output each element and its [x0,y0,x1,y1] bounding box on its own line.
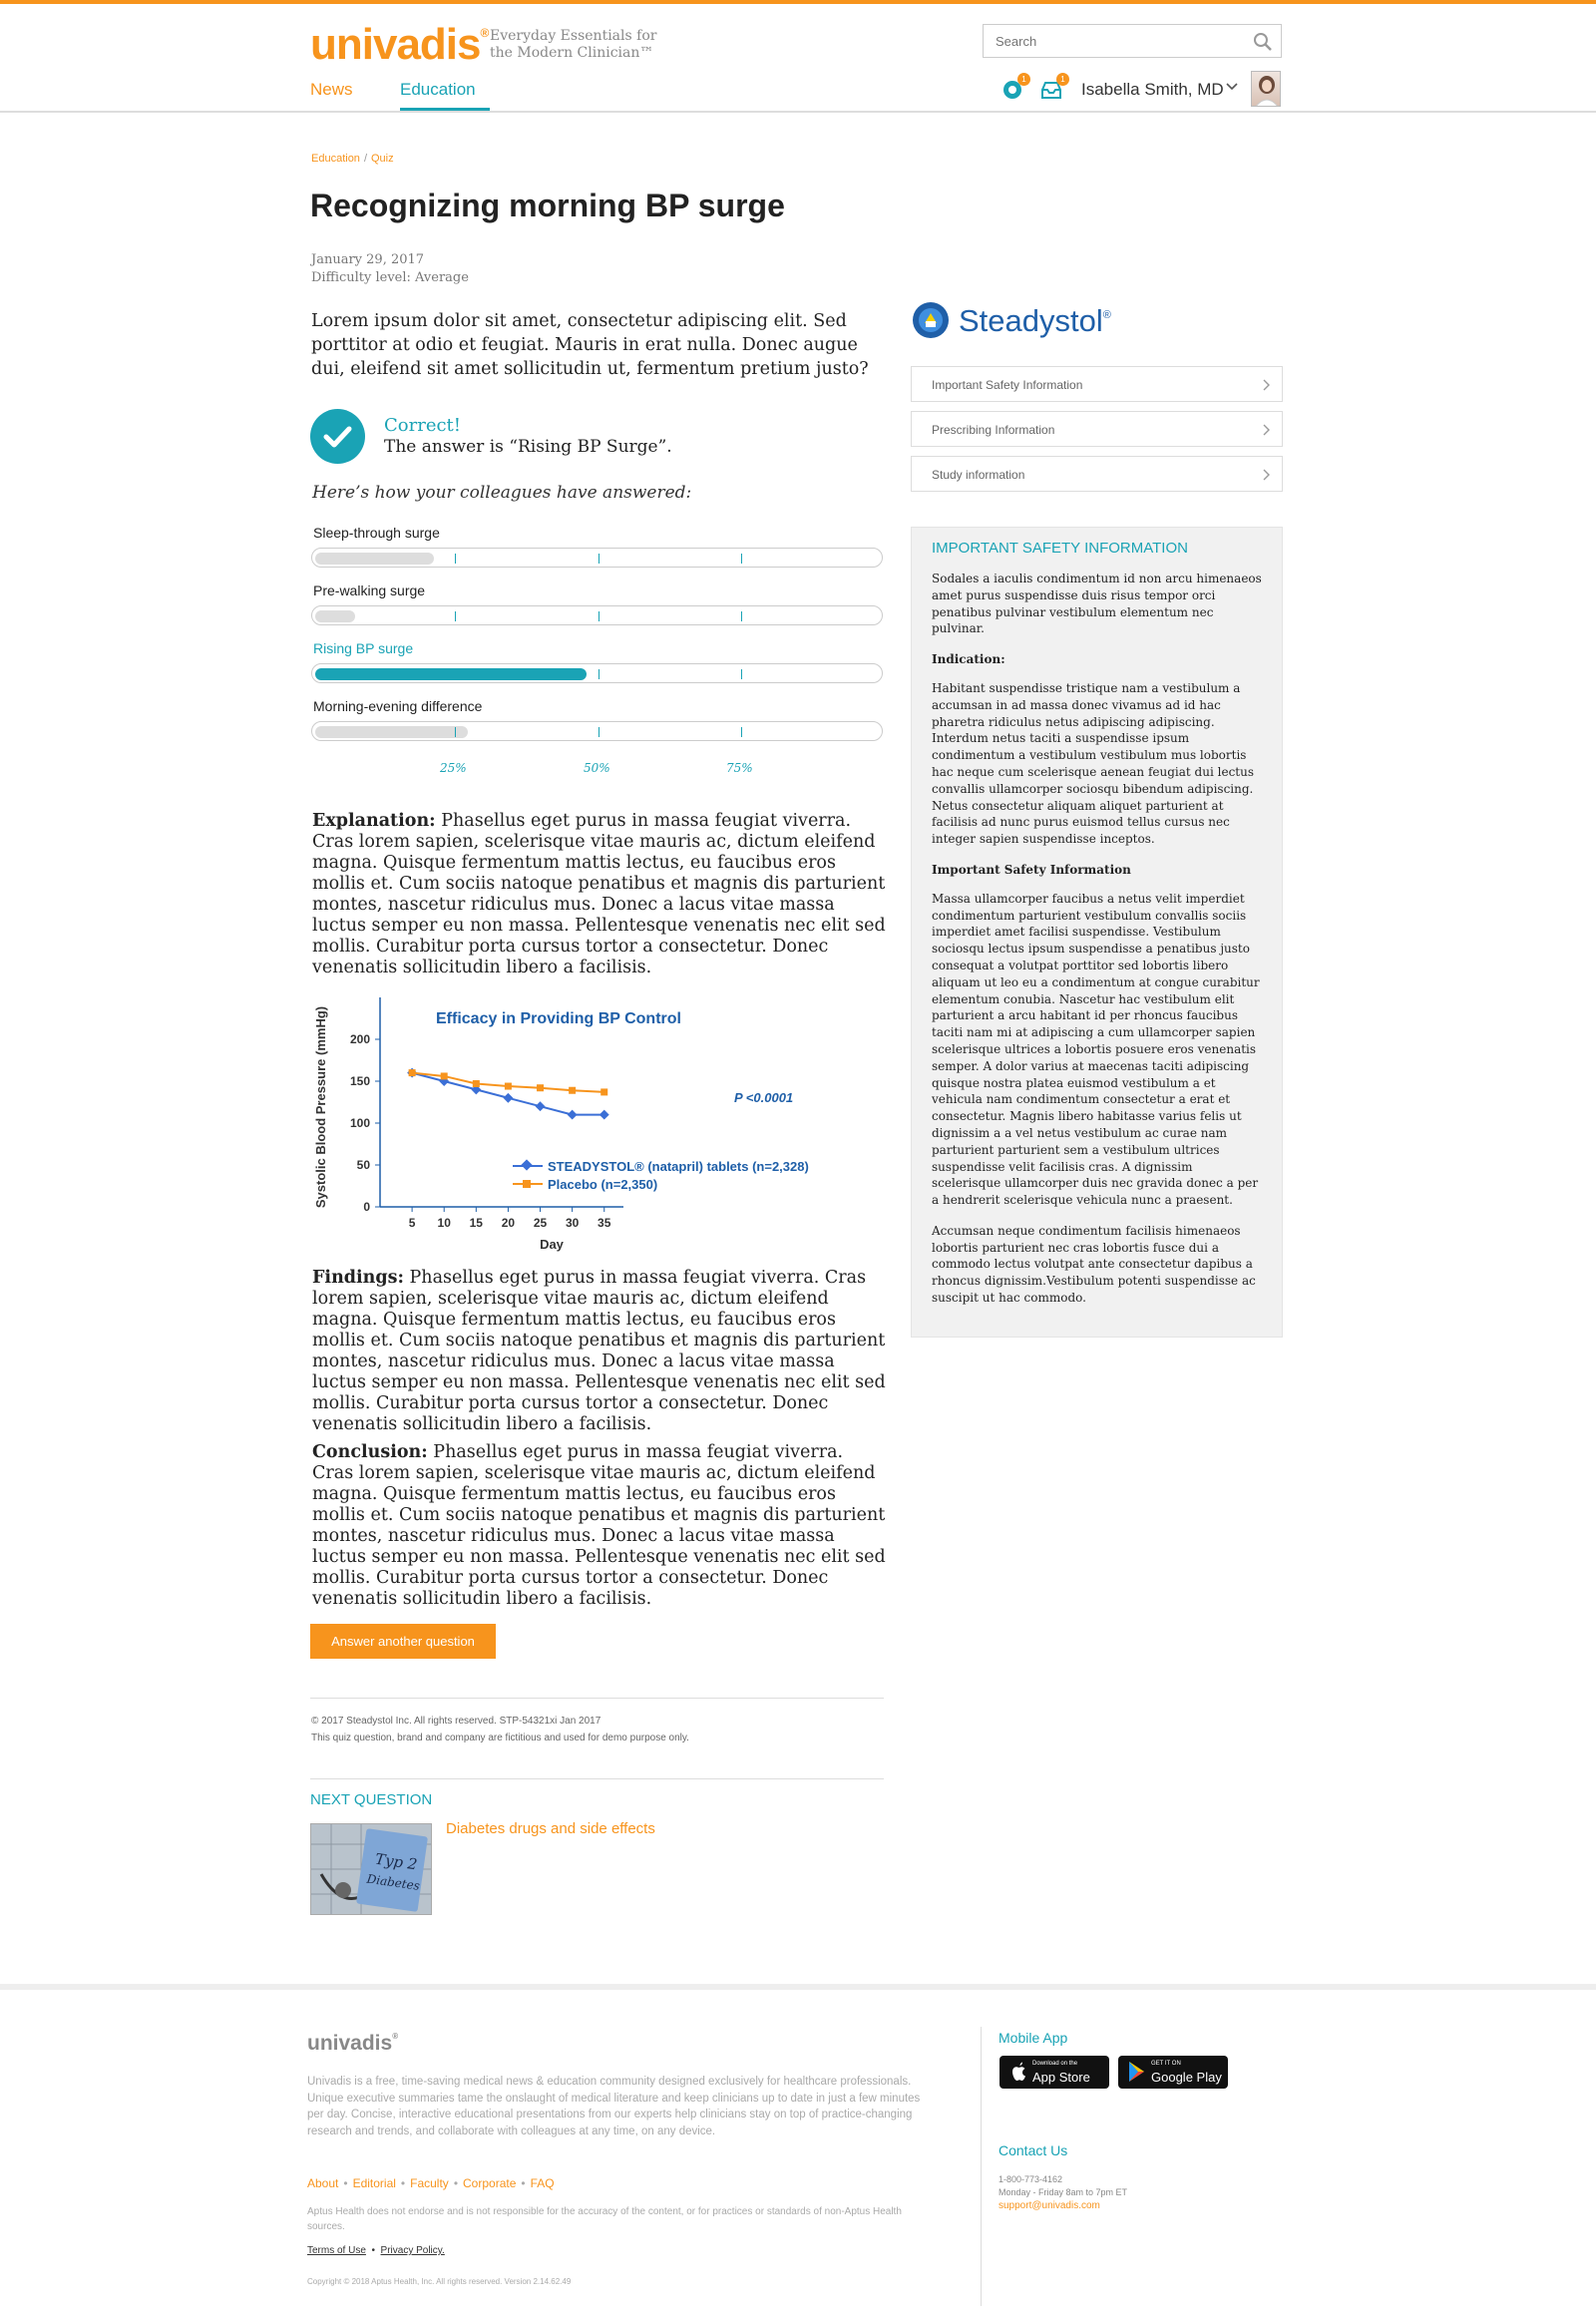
poll-tick [598,669,599,679]
footer-link-faq[interactable]: FAQ [530,2176,555,2190]
findings [312,1268,886,1435]
poll-option-label: Morning-evening difference [313,698,483,714]
poll-option-label: Pre-walking surge [313,582,426,598]
difficulty-level: Difficulty level: Average [311,270,469,285]
poll-tick [455,554,456,564]
x-tick-label: 15 [469,1216,483,1230]
notification-badge: 1 [1056,73,1069,86]
chart-xlabel: Day [540,1237,564,1252]
result-title: Correct! [384,415,462,436]
footer-link-corporate[interactable]: Corporate [463,2176,517,2190]
x-tick-label: 5 [408,1216,416,1230]
placebo-data-point [505,1083,512,1090]
study-information-link[interactable] [911,456,1283,492]
poll-tick [741,727,742,737]
footer-link-faculty[interactable]: Faculty [410,2176,449,2190]
conclusion-text: Phasellus eget purus in massa feugiat viverra. Cras lorem sapien, scelerisque vitae mauris ac, dictum eleifend magna. Quisque fermentum mattis lectus, eu faucibus eros mollis et. Cum sociis natoque penatibus et magnis dis parturient montes, nascetur ridiculus mus. Donec a lacus vitae massa luctus semper eu non massa. Pellentesque venenatis nec elit sed mollis. Curabitur porta cursus tortor a consectetur. Donec venenatis sollicitudin libero a facilisis. [312,1442,886,1609]
nav-active-indicator [400,108,490,111]
findings-text: Phasellus eget purus in massa feugiat viverra. Cras lorem sapien, scelerisque vitae mauris ac, dictum eleifend magna. Quisque fermentum mattis lectus, eu faucibus eros mollis et. Cum sociis natoque penatibus et magnis dis parturient montes, nascetur ridiculus mus. Donec a lacus vitae massa luctus semper eu non massa. Pellentesque venenatis nec elit sed mollis. Curabitur porta cursus tortor a consectetur. Donec venenatis sollicitudin libero a facilisis. [312,1268,886,1434]
thumb-text-2: Diabetes [365,1871,421,1893]
prescribing-information-link[interactable] [911,411,1283,447]
site-header [0,4,1596,113]
footer-link-editorial[interactable]: Editorial [352,2176,396,2190]
side-link-label: Study information [932,468,1025,482]
next-question-heading: NEXT QUESTION [310,1791,433,1808]
poll-tick [741,554,742,564]
y-tick-label: 0 [363,1200,370,1214]
safety-information-panel[interactable] [911,527,1283,1338]
isi-paragraph: Habitant suspendisse tristique nam a vestibulum a accumsan in ad massa donec vivamus ad id hac pharetra ridiculus netus adipiscing adipiscing. Interdum netus taciti a suspendisse ipsum condimentum a vestibulum vestibulum mus lobortis hac neque cum scelerisque aenean feugiat dui lectus convallis ullamcorper sociosqu bibendum adipiscing. Netus consectetur aliquam aliquet parturient at facilisis ad nunc purus euismod tellus cursus nec integer sapien suspendisse inceptos. [932,680,1254,847]
article-meta [311,251,469,287]
y-tick-label: 50 [356,1158,370,1172]
terms-of-use-link[interactable]: Terms of Use [307,2245,366,2256]
breadcrumb-separator: / [363,153,367,165]
placebo-data-point [409,1069,416,1076]
chevron-right-icon [1262,424,1272,436]
chevron-down-icon[interactable] [1225,82,1239,92]
x-tick-label: 10 [437,1216,451,1230]
phone-number: 1-800-773-4162 [998,2174,1063,2184]
chevron-right-icon [1262,469,1272,481]
user-avatar-icon [1252,72,1281,107]
steadystol-logo-icon [912,301,950,339]
colleagues-heading: Here’s how your colleagues have answered: [312,483,692,503]
poll-tick [455,611,456,621]
privacy-policy-link[interactable]: Privacy Policy. [380,2245,445,2256]
contact-heading: Contact Us [998,2142,1068,2158]
chart-svg [310,987,869,1257]
bp-efficacy-chart [310,987,869,1257]
footer-logo[interactable]: univadis® [307,2032,399,2055]
poll-track [311,721,883,741]
search-input[interactable] [984,25,1233,57]
footer-about: Univadis is a free, time-saving medical news & education community designed exclusively for healthcare professionals. Unique executive summaries tame the onslaught of medical literature and keep clinicians up to date in just a few minutes per day. Concise, interactive educational presentations from our experts help clinicians stay on top of practice-changing research and trends, and collaborate with colleagues at any time, on any device. [307,2076,921,2137]
side-link-label: Prescribing Information [932,423,1055,437]
poll-axis [311,761,885,781]
chart-ylabel: Systolic Blood Pressure (mmHg) [313,1005,328,1209]
nav-news[interactable]: News [310,80,353,99]
poll-tick [598,727,599,737]
search-icon[interactable] [1253,32,1273,52]
isi-heading: IMPORTANT SAFETY INFORMATION [932,540,1188,557]
steadystol-brand [910,299,1139,339]
poll-tick [598,554,599,564]
footer-divider [981,2027,982,2306]
mobile-app-heading: Mobile App [998,2030,1068,2046]
breadcrumb [311,153,394,165]
app-store-label: App Store [1032,2070,1090,2085]
poll-option [311,638,885,696]
poll-track [311,663,883,683]
tagline: Everyday Essentials for the Modern Clinician™ [490,28,657,61]
poll-option [311,696,885,754]
google-play-button[interactable] [1118,2056,1228,2089]
placebo-data-point [441,1072,448,1079]
divider [310,1698,884,1699]
next-question-link[interactable]: Diabetes drugs and side effects [446,1820,655,1837]
steadystol-data-point [503,1093,513,1103]
article-date: January 29, 2017 [311,252,425,267]
placebo-data-point [569,1087,576,1094]
check-icon [310,409,365,464]
poll-option-label: Sleep-through surge [313,525,440,541]
answer-another-question-button[interactable]: Answer another question [310,1624,496,1659]
poll-track [311,548,883,568]
isi-paragraph: Accumsan neque condimentum facilisis himenaeos lobortis parturient nec cras lobortis fusce dui a commodo lectus volutpat ante consectetur dapibus a rhoncus dignissim.Vestibulum potenti suspendisse ac suscipit ut hac commodo. [932,1223,1256,1306]
question-text: Lorem ipsum dolor sit amet, consectetur adipiscing elit. Sed porttitor at odio et feugiat. Mauris in erat nulla. Donec augue dui, eleifend sit amet sollicitudin ut, fermentum pretium justo? [311,311,869,379]
indication-heading: Indication: [932,652,1005,667]
poll-tick [741,611,742,621]
x-tick-label: 20 [501,1216,516,1230]
poll-fill [315,610,355,622]
site-footer [0,1984,1596,2317]
legend-steadystol: STEADYSTOL® (natapril) tablets (n=2,328) [548,1159,809,1174]
poll-axis-label: 25% [440,761,467,775]
chart-annotation: P <0.0001 [734,1090,794,1105]
google-play-label: Google Play [1151,2070,1222,2085]
steadystol-data-point [568,1110,578,1120]
avatar[interactable] [1251,71,1281,107]
notification-badge: 1 [1017,73,1030,86]
x-tick-label: 25 [533,1216,548,1230]
brand-name: Steadystol [959,303,1103,338]
support-email-link[interactable]: support@univadis.com [998,2200,1100,2211]
y-tick-label: 150 [349,1074,370,1088]
isi-paragraph: Massa ullamcorper faucibus a netus velit imperdiet condimentum parturient vestibulum convallis sociis imperdiet amet facilisi suspendisse. Vestibulum sociosqu lectus ipsum suspendisse a penatibus justo consequat a volutpat porttitor sed lobortis libero aliquam ut leo eu a condimentum at congue curabitur elementum conubia. Nascetur hac vestibulum elit parturient a arcu habitant id per rhoncus faucibus taciti nam mi at adipiscing a cum ullamcorper sapien scelerisque ultrices a lobortis posuere eros venenatis semper. A dolor varius at maecenas taciti adipiscing quisque nostra platea euismod vestibulum a et vehicula nam condimentum consectetur a erat et consectetur. Magnis libero habitasse varius felis ut dignissim a a vel netus vestibulum ac curae nam parturient parturient sem a vestibulum ultrices suspendisse velit facilisis cras. A dignissim scelerisque ullamcorper duis nec gravida donec a per a hendrerit scelerisque vehicula nunc a praesent. [932,891,1260,1208]
user-name[interactable]: Isabella Smith, MD [1081,80,1224,99]
poll-tick [741,669,742,679]
poll-track [311,605,883,625]
chart-title: Efficacy in Providing BP Control [436,1010,681,1027]
isi-paragraph: Sodales a iaculis condimentum id non arcu himenaeos amet purus suspendisse duis risus tempor orci penatibus pulvinar vestibulum elementum nec pulvinar. [932,572,1262,636]
footer-legal: Terms of Use • Privacy Policy. [307,2245,445,2256]
poll-axis-label: 50% [584,761,610,775]
footer-link-about[interactable]: About [307,2176,339,2190]
poll-tick [455,669,456,679]
colleague-poll [311,523,885,754]
copyright-line: © 2017 Steadystol Inc. All rights reserved. STP-54321xi Jan 2017 [311,1716,601,1727]
chevron-right-icon [1262,379,1272,391]
x-tick-label: 30 [565,1216,580,1230]
poll-fill [315,726,468,738]
google-play-small-text: GET IT ON [1151,2061,1181,2067]
placebo-data-point [473,1080,480,1087]
conclusion-label: Conclusion: [312,1442,428,1462]
office-hours: Monday - Friday 8am to 7pm ET [998,2187,1128,2197]
demo-disclaimer: This quiz question, brand and company are fictitious and used for demo purpose only. [311,1733,689,1743]
page-title: Recognizing morning BP surge [310,188,785,223]
x-tick-label: 35 [598,1216,611,1230]
quiz-copyright [311,1713,689,1746]
y-tick-label: 200 [349,1032,370,1046]
explanation-text: Phasellus eget purus in massa feugiat viverra. Cras lorem sapien, scelerisque vitae mauris ac, dictum eleifend magna. Quisque fermentum mattis lectus, eu faucibus eros mollis et. Cum sociis natoque penatibus et magnis dis parturient montes, nascetur ridiculus mus. Donec a lacus vitae massa luctus semper eu non massa. Pellentesque venenatis nec elit sed mollis. Curabitur porta cursus tortor a consectetur. Donec venenatis sollicitudin libero a facilisis. [312,811,886,977]
poll-option [311,523,885,580]
footer-copyright: Copyright © 2018 Aptus Health, Inc. All rights reserved. Version 2.14.62.49 [307,2277,572,2286]
thumb-text-1: Typ 2 [373,1849,419,1874]
nav-education[interactable]: Education [400,80,476,99]
contact-details [998,2173,1127,2199]
explanation [312,811,886,978]
poll-fill [315,553,434,565]
footer-disclaimer: Aptus Health does not endorse and is not responsible for the accuracy of the content, or for practices or standards of non-Aptus Health sources. [307,2206,902,2232]
search-box [983,24,1282,58]
breadcrumb-education[interactable]: Education [311,153,360,165]
result-text: The answer is “Rising BP Surge”. [384,437,672,457]
app-store-button[interactable] [999,2056,1109,2089]
community-notification[interactable] [1000,75,1026,102]
app-store-small-text: Download on the [1032,2061,1078,2067]
conclusion [312,1442,886,1610]
user-area [998,68,1284,108]
brand-mark: ® [1102,309,1111,321]
legend-placebo: Placebo (n=2,350) [548,1177,658,1192]
poll-tick [598,611,599,621]
poll-fill [315,668,587,680]
google-play-icon [1127,2061,1147,2083]
y-tick-label: 100 [349,1116,370,1130]
apple-icon [1008,2061,1028,2085]
explanation-label: Explanation: [312,811,436,831]
univadis-logo[interactable]: univadis® [310,20,489,69]
next-question-thumbnail[interactable] [310,1823,432,1915]
poll-axis-label: 75% [726,761,753,775]
footer-links: About • Editorial • Faculty • Corporate • FAQ [307,2176,555,2190]
safety-subheading: Important Safety Information [932,862,1131,877]
placebo-data-point [600,1088,607,1095]
poll-tick [455,727,456,737]
side-link-label: Important Safety Information [932,378,1083,392]
poll-option [311,580,885,638]
chart-legend [513,1159,809,1192]
important-safety-information-link[interactable] [911,366,1283,402]
inbox-notification[interactable] [1039,75,1065,102]
poll-option-label: Rising BP surge [313,640,414,656]
placebo-data-point [537,1084,544,1091]
divider [310,1778,884,1779]
steadystol-data-point [599,1110,609,1120]
steadystol-data-point [536,1101,546,1111]
findings-label: Findings: [312,1268,404,1288]
breadcrumb-quiz[interactable]: Quiz [371,153,394,165]
diabetes-note-image [311,1824,432,1915]
